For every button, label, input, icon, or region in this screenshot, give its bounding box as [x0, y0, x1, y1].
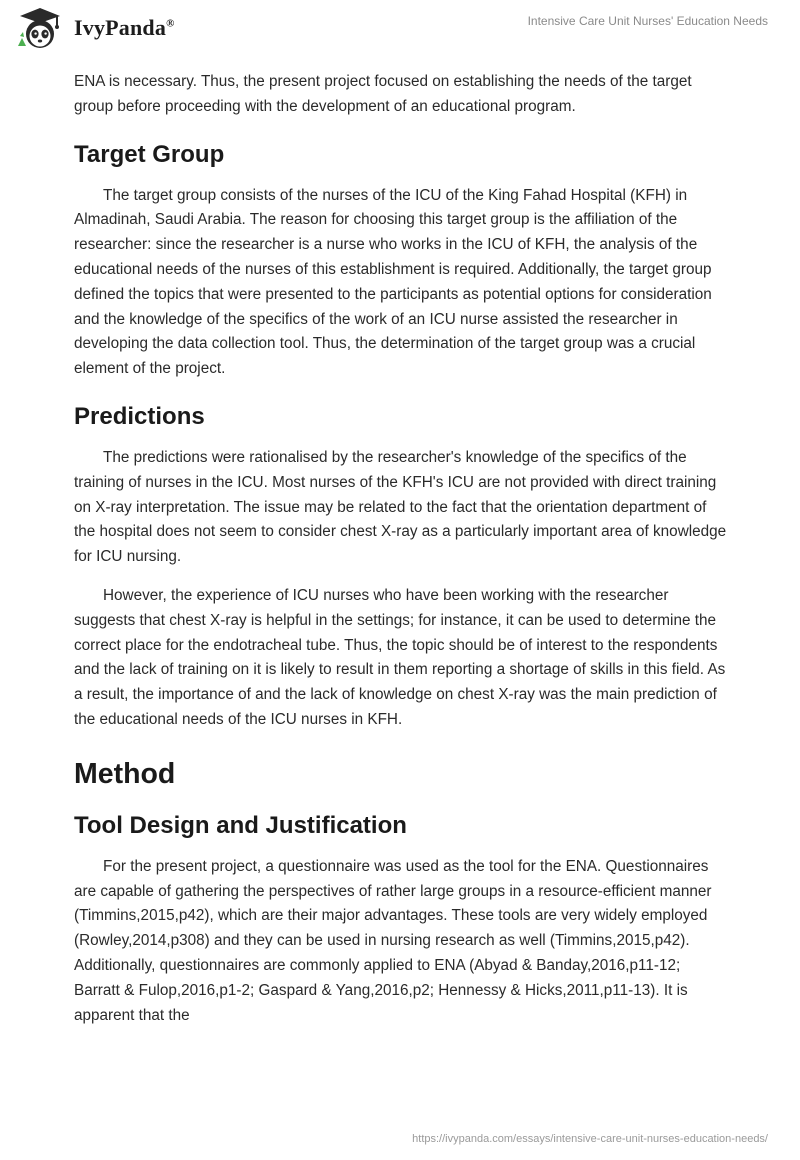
panda-graduate-icon — [14, 6, 66, 50]
ivypanda-logo[interactable] — [14, 6, 175, 50]
brand-name: IvyPanda® — [74, 15, 175, 40]
heading-predictions: Predictions — [74, 402, 205, 430]
page-header — [0, 0, 800, 60]
paragraph-predictions-2: However, the experience of ICU nurses who have been working with the researcher suggests that chest X-ray is helpful in the settings; for instance, it can be used to determine the correct place for the endotracheal tube. Thus, the topic should be of interest to the respondents and the lack of training on it is likely to result in them reporting a shortage of skills in this field. As a result, the importance of and the lack of knowledge on chest X-ray was the main prediction of the educational needs of the ICU nurses in KFH. — [74, 586, 726, 728]
paragraph-target-group: The target group consists of the nurses of the ICU of the King Fahad Hospital (KFH) in Almadinah, Saudi Arabia. The reason for choosing this target group is the affiliation of the researcher: since the researcher is a nurse who works in the ICU of KFH, the analysis of the educational needs of the nurses of this establishment is required. Additionally, the target group defined the topics that were presented to the participants as potential options for consideration and the knowledge of the specifics of the work of an ICU nurse assisted the researcher in developing the data collection tool. Thus, the determination of the target group was a crucial element of the project. — [74, 186, 712, 378]
heading-tool-design: Tool Design and Justification — [74, 811, 407, 839]
paragraph-tool-design: For the present project, a questionnaire was used as the tool for the ENA. Questionnaires are capable of gathering the perspectives of rather large groups in a resource-efficient manner (Timmins,2015,p42), which are their major advantages. These tools are very widely employed (Rowley,2014,p308) and they can be used in nursing research as well (Timmins,2015,p42). Additionally, questionnaires are commonly applied to ENA (Abyad & Banday,2016,p11-12; Barratt & Fulop,2016,p1-2; Gaspard & Yang,2016,p2; Hennessy & Hicks,2011,p11-13). It is apparent that the — [74, 857, 712, 1024]
paragraph-intro: ENA is necessary. Thus, the present project focused on establishing the needs of the target group before proceeding with the development of an educational program. — [74, 73, 692, 115]
heading-method: Method — [74, 757, 176, 790]
essay-content — [74, 70, 730, 1042]
source-url[interactable]: https://ivypanda.com/essays/intensive-care-unit-nurses-education-needs/ — [412, 1133, 768, 1145]
document-title: Intensive Care Unit Nurses' Education Needs — [527, 14, 768, 28]
paragraph-predictions-1: The predictions were rationalised by the researcher's knowledge of the specifics of the training of nurses in the ICU. Most nurses of the KFH's ICU are not provided with direct training on X-ray interpretation. The issue may be related to the fact that the orientation department of the hospital does not seem to consider chest X-ray as a particularly important area of knowledge for ICU nursing. — [74, 448, 727, 566]
heading-target-group: Target Group — [74, 140, 225, 168]
